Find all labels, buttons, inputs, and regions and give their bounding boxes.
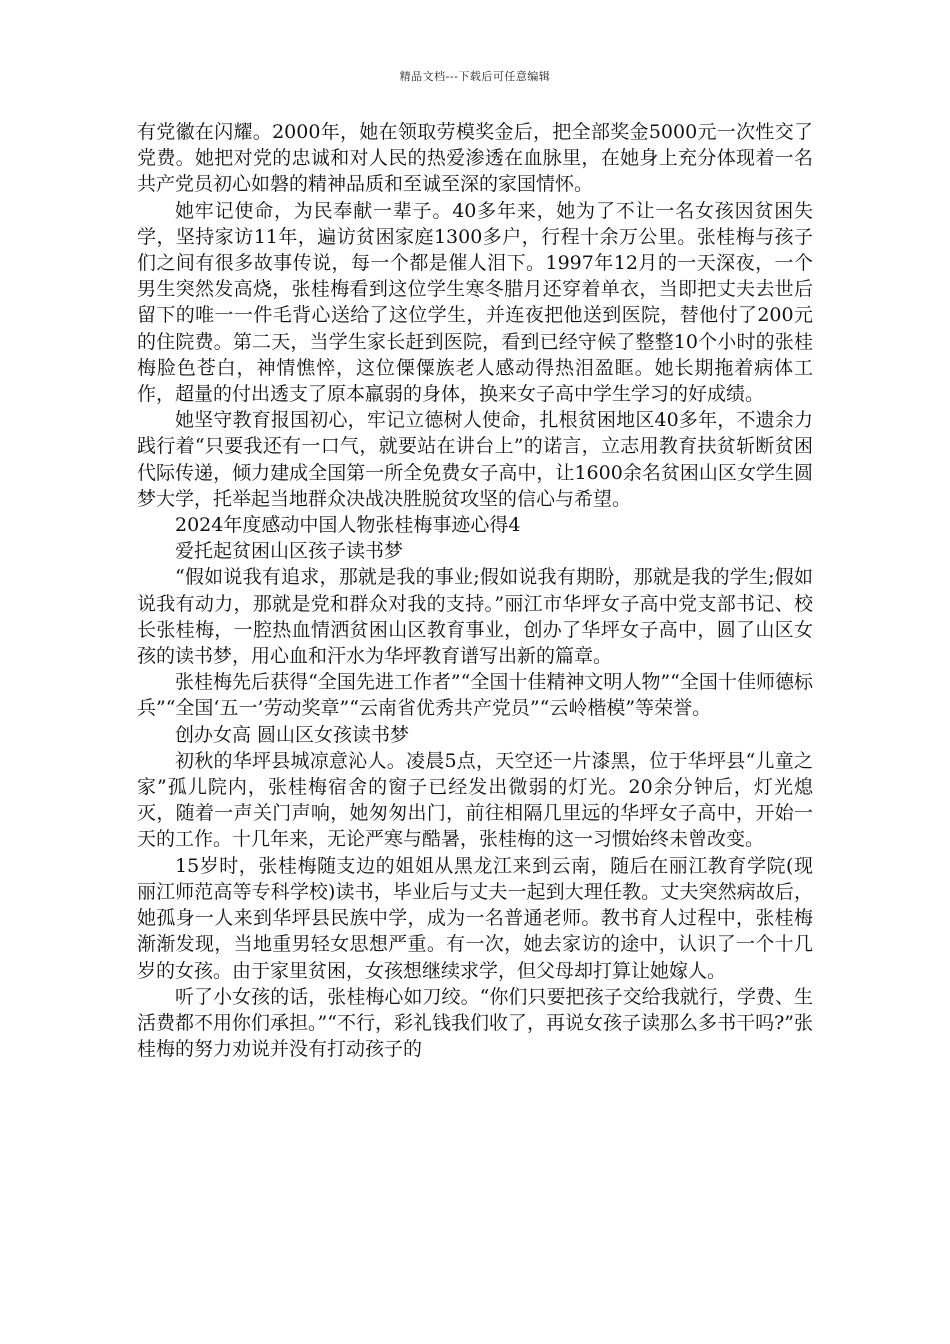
paragraph-quote: “假如说我有追求，那就是我的事业;假如说我有期盼，那就是我的学生;假如说我有动力，那就是党和群众对我的支持。”丽江市华坪女子高中党支部书记、校长张桂梅，一腔热血情洒贫困山区教育事业，创办了华坪女子高中，圆了山区女孩的读书梦，用心血和汗水为华坪教育谱写出新的篇章。 (137, 566, 813, 668)
section-subheading-dream: 爱托起贫困山区孩子读书梦 (175, 540, 404, 563)
paragraph-party-dues: 有党徽在闪耀。2000年，她在领取劳模奖金后，把全部奖金5000元一次性交了党费。她把对党的忠诚和对人民的热爱渗透在血脉里，在她身上充分体现着一名共产党员初心如磐的精神品质和至诚至深的家国情怀。 (137, 121, 813, 196)
section-heading-reflection-4: 2024年度感动中国人物张桂梅事迹心得4 (175, 514, 521, 537)
document-body (137, 119, 813, 1062)
paragraph-mission: 她牢记使命，为民奉献一辈子。40多年来，她为了不让一名女孩因贫困失学，坚持家访11年，遍访贫困家庭1300多户，行程十余万公里。张桂梅与孩子们之间有很多故事传说，每一个都是催人泪下。1997年12月的一天深夜，一个男生突然发高烧，张桂梅看到这位学生寒冬腊月还穿着单衣，当即把丈夫去世后留下的唯一一件毛背心送给了这位学生，并连夜把他送到医院，替他付了200元的住院费。第二天，当学生家长赶到医院，看到已经守候了整整10个小时的张桂梅脸色苍白，神情憔悴，这位傈僳族老人感动得热泪盈眶。她长期拖着病体工作，超量的付出透支了原本羸弱的身体，换来女子高中学生学习的好成绩。 (137, 199, 813, 406)
page-header: 精品文档---下载后可任意编辑 (399, 70, 551, 83)
paragraph-persuasion: 听了小女孩的话，张桂梅心如刀绞。“你们只要把孩子交给我就行，学费、生活费都不用你们承担。”“不行，彩礼钱我们收了，再说女孩子读那么多书干吗?”张桂梅的努力劝说并没有打动孩子的 (137, 985, 813, 1061)
paragraph-education-vow: 她坚守教育报国初心，牢记立德树人使命，扎根贫困地区40多年，不遗余力践行着“只要我还有一口气，就要站在讲台上”的诺言，立志用教育扶贫斩断贫困代际传递，倾力建成全国第一所全免费女子高中，让1600余名贫困山区女学生圆梦大学，托举起当地群众决战决胜脱贫攻坚的信心与希望。 (137, 409, 813, 510)
paragraph-background: 15岁时，张桂梅随支边的姐姐从黑龙江来到云南，随后在丽江教育学院(现丽江师范高等专科学校)读书，毕业后与丈夫一起到大理任教。丈夫突然病故后，她孤身一人来到华坪县民族中学，成为一名普通老师。教书育人过程中，张桂梅渐渐发现，当地重男轻女思想严重。有一次，她去家访的途中，认识了一个十几岁的女孩。由于家里贫困，女孩想继续求学，但父母却打算让她嫁人。 (137, 854, 813, 982)
paragraph-early-morning: 初秋的华坪县城凉意沁人。凌晨5点，天空还一片漆黑，位于华坪县“儿童之家”孤儿院内，张桂梅宿舍的窗子已经发出微弱的灯光。20余分钟后，灯光熄灭，随着一声关门声响，她匆匆出门，前往相隔几里远的华坪女子高中，开始一天的工作。十几年来，无论严寒与酷暑，张桂梅的这一习惯始终未曾改变。 (137, 749, 813, 851)
section-subheading-founding: 创办女高 圆山区女孩读书梦 (175, 723, 410, 746)
paragraph-honors: 张桂梅先后获得“全国先进工作者”“全国十佳精神文明人物”“全国十佳师德标兵”“全国‘五一’劳动奖章”“云南省优秀共产党员”“云岭楷模”等荣誉。 (137, 671, 813, 720)
